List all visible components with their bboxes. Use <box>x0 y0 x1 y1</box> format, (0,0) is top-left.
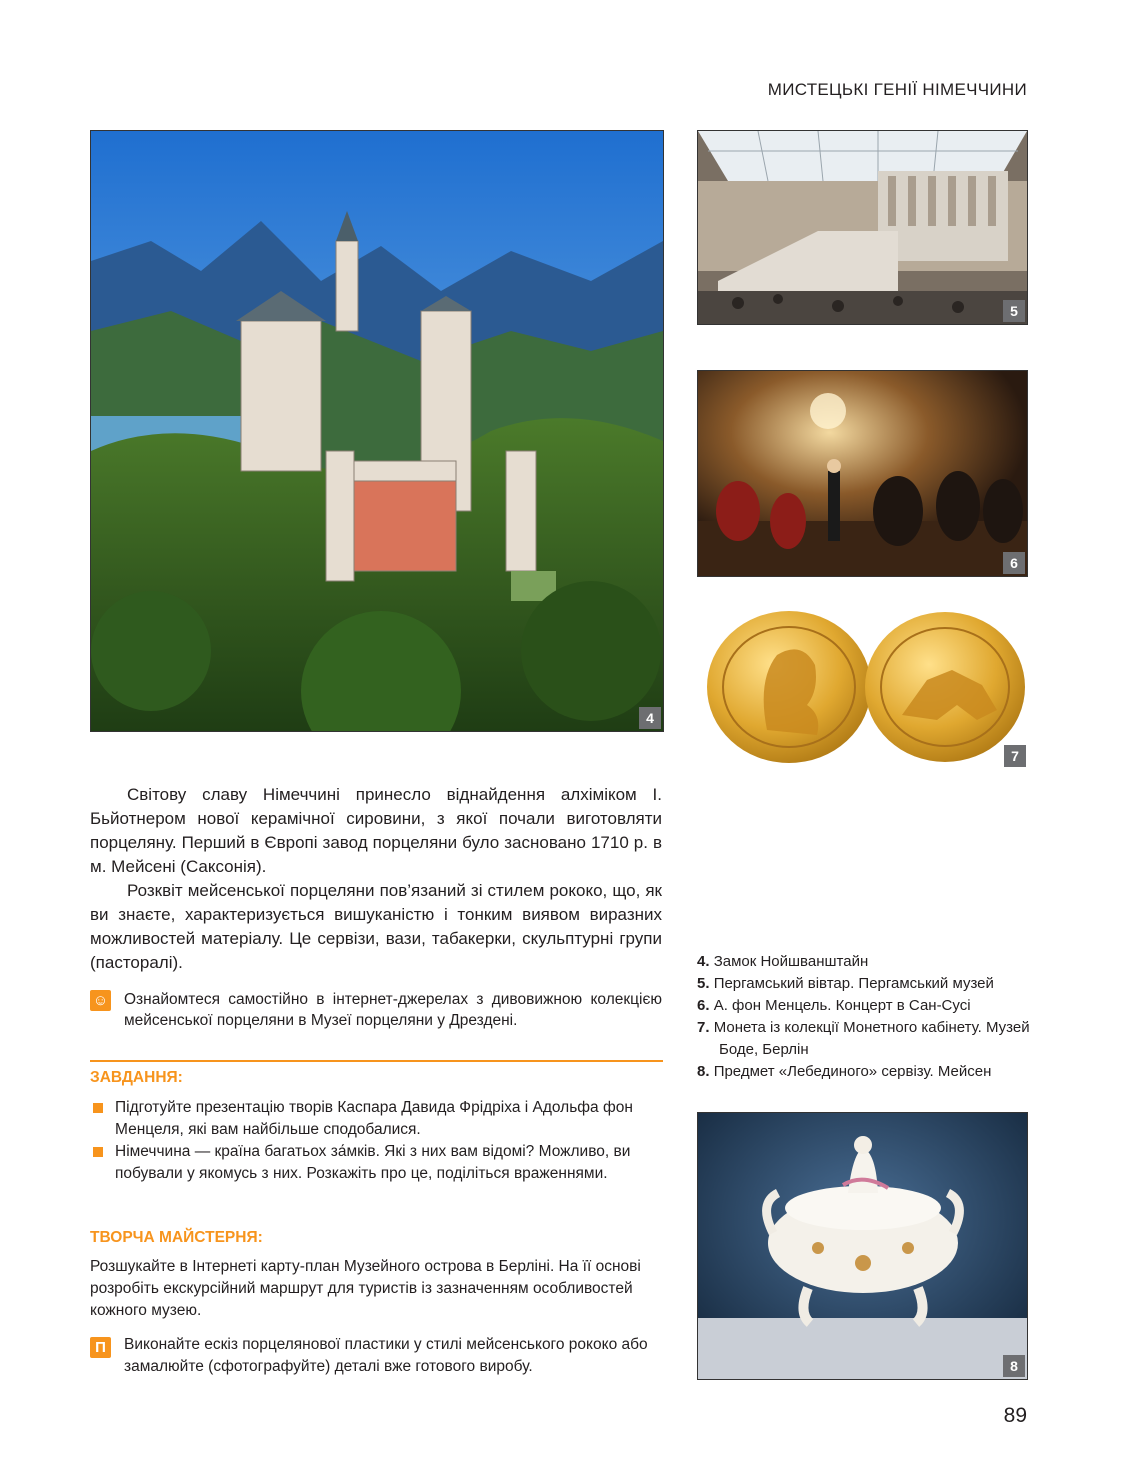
museum-altar-photo <box>697 130 1028 325</box>
body-text <box>90 783 662 975</box>
figure-number-5: 5 <box>1003 300 1025 322</box>
square-bullet-icon <box>93 1147 103 1157</box>
caption-item: 4. Замок Нойшванштайн <box>697 953 869 970</box>
paragraph-1: Світову славу Німеччині принесло віднайдення алхіміком І. Бьйотнером нової керамічної сировини, з якої почали виготовляти порцеляну. Перший в Європі завод порцеляни було засновано 1710 р. в м. Мейсені (Саксонія). <box>90 785 662 876</box>
note-practice-text: Виконайте ескіз порцелянової пластики у стилі мейсенського рококо або замалюйте (сфотографуйте) деталі вже готового виробу. <box>124 1336 648 1375</box>
figure-number-7: 7 <box>1004 745 1026 767</box>
page-number: 89 <box>1003 1404 1027 1427</box>
running-header: МИСТЕЦЬКІ ГЕНІЇ НІМЕЧЧИНИ <box>767 80 1027 99</box>
square-bullet-icon <box>93 1103 103 1113</box>
caption-item: 5. Пергамський вівтар. Пергамський музей <box>697 975 994 992</box>
castle-photo <box>90 130 664 732</box>
list-item <box>90 1097 662 1141</box>
note-research-text: Ознайомтеся самостійно в інтернет-джерелах з дивовижною колекцією мейсенської порцеляни в Музеї порцеляни у Дрездені. <box>124 991 662 1029</box>
porcelain-tureen-photo <box>697 1112 1028 1380</box>
smiley-icon: ☺ <box>90 990 111 1011</box>
figure-number-4: 4 <box>639 707 661 729</box>
tasks-title: ЗАВДАННЯ: <box>90 1069 183 1086</box>
figure-captions <box>697 951 1037 1083</box>
caption-item: 8. Предмет «Лебединого» сервізу. Мейсен <box>697 1063 992 1080</box>
gold-coins-photo <box>697 610 1028 770</box>
tasks-list <box>90 1097 662 1185</box>
caption-item: 7. Монета із колекції Монетного кабінету. Музей Боде, Берлін <box>697 1019 1030 1058</box>
paragraph-2: Розквіт мейсенської порцеляни пов’язаний зі стилем рококо, що, як ви знаєте, характеризується вишуканістю і тонким виявом виразних можливостей матеріалу. Це сервізи, вази, табакерки, скульптурні групи (пасторалі). <box>90 881 662 972</box>
figure-number-6: 6 <box>1003 552 1025 574</box>
note-research <box>90 989 662 1031</box>
task-text: Підготуйте презентацію творів Каспара Давида Фрідріха і Адольфа фон Менцеля, які вам найбільше сподобалися. <box>115 1099 633 1138</box>
creative-title: ТВОРЧА МАЙСТЕРНЯ: <box>90 1229 263 1246</box>
caption-item: 6. А. фон Менцель. Концерт в Сан-Сусі <box>697 997 971 1014</box>
figure-number-8: 8 <box>1003 1355 1025 1377</box>
creative-text: Розшукайте в Інтернеті карту-план Музейного острова в Берліні. На її основі розробіть екскурсійний маршрут для туристів із зазначенням особливостей кожного музею. <box>90 1258 641 1319</box>
section-divider <box>90 1060 663 1062</box>
task-text: Німеччина — країна багатьох за́мків. Які з них вам відомі? Можливо, ви побували у якомусь з них. Розкажіть про це, поділіться враженнями. <box>115 1143 631 1182</box>
note-practice <box>90 1334 662 1378</box>
practice-icon: П <box>90 1337 111 1358</box>
list-item <box>90 1141 662 1185</box>
concert-painting <box>697 370 1028 577</box>
